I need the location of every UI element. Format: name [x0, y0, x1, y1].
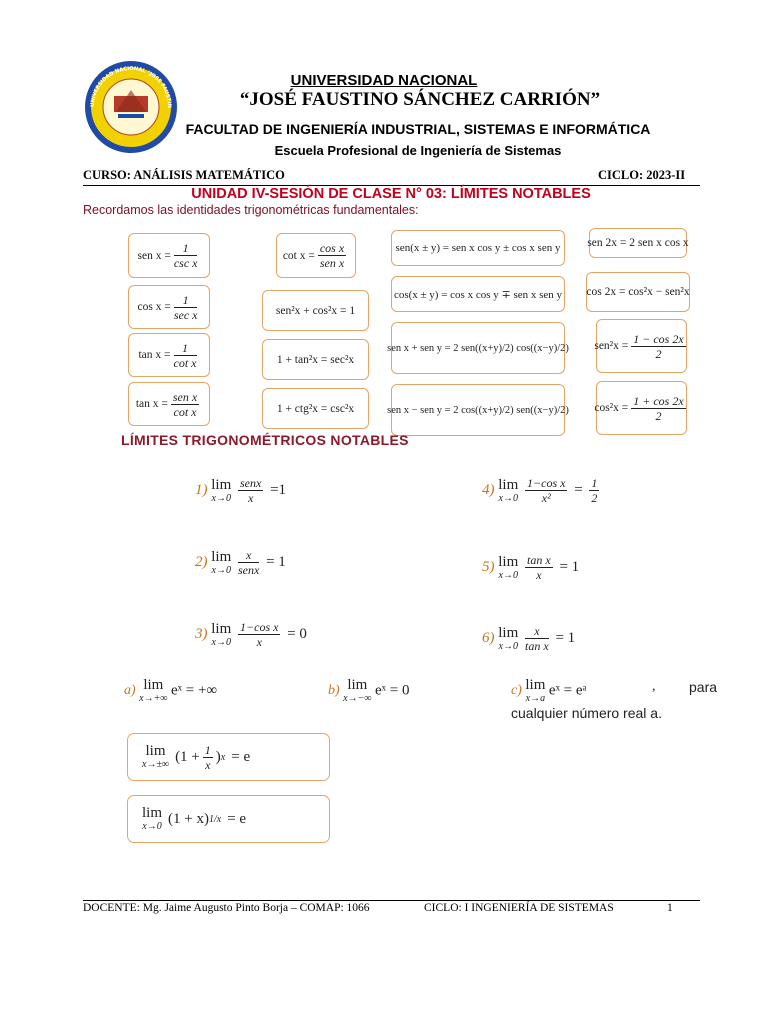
- university-name-line1: UNIVERSIDAD NACIONAL: [290, 72, 478, 89]
- intro-text: Recordamos las identidades trigonométricas fundamentales:: [83, 203, 419, 217]
- school-name: Escuela Profesional de Ingeniería de Sistemas: [274, 143, 562, 158]
- svg-text:UNIVERSIDAD NACIONAL "JOSE FAU: UNIVERSIDAD NACIONAL "JOSE FAUSTIN: [89, 65, 173, 109]
- unit-title: UNIDAD IV-SESIÓN DE CLASE N° 03: LÍMITES NOTABLES: [191, 186, 591, 202]
- exp-note-para: para: [689, 679, 718, 695]
- exp-limit-b: b) lim x→−∞ eˣ = 0: [328, 677, 410, 704]
- page-number: 1: [667, 902, 673, 914]
- identity-box: sen(x ± y) = sen x cos y ± cos x sen y: [391, 230, 565, 266]
- identity-box: cos(x ± y) = cos x cos y ∓ sen x sen y: [391, 276, 565, 312]
- limit-5: 5) lim x→0 $\frac{\text{tan x}}{x}$ = 1: [482, 553, 580, 582]
- identity-box: sen 2x = 2 sen x cos x: [589, 228, 687, 258]
- identity-box: sen x + sen y = 2 sen((x+y)/2) cos((x−y)/2): [391, 322, 565, 374]
- identity-box: cos²x = $\frac{1 + \cos 2x}{2}$: [596, 381, 687, 435]
- identity-box: cos x = $\frac{1}{\text{sec x}}$: [128, 285, 210, 329]
- identity-box: tan x = $\frac{\text{sen x}}{\text{cot x}}$: [128, 382, 210, 426]
- limit-2: 2) lim x→0 $\frac{x}{\text{senx}}$ = 1: [195, 548, 286, 577]
- exp-limit-c: c) lim x→a eˣ = eᵃ: [511, 677, 587, 704]
- identity-box: 1 + ctg²x = csc²x: [262, 388, 369, 429]
- identity-box: sen²x + cos²x = 1: [262, 290, 369, 331]
- course-name: CURSO: ANÁLISIS MATEMÁTICO: [83, 168, 285, 182]
- exp-limit-a: a) lim x→+∞ eˣ = +∞: [124, 677, 218, 704]
- course-cycle: CICLO: 2023-II: [598, 168, 686, 182]
- euler-limit-box-2: lim x→0 (1 + x) 1/x = e: [127, 795, 330, 843]
- footer-divider: [83, 900, 700, 901]
- identity-box: tan x = $\frac{1}{\text{cot x}}$: [128, 333, 210, 377]
- identity-box: sen x − sen y = 2 cos((x+y)/2) sen((x−y)/2): [391, 384, 565, 436]
- identity-box: cos 2x = cos²x − sen²x: [586, 272, 690, 312]
- limit-1: 1) lim x→0 $\frac{\text{senx}}{x}$ =1: [195, 476, 287, 505]
- footer-teacher: DOCENTE: Mg. Jaime Augusto Pinto Borja – COMAP: 1066: [83, 902, 370, 914]
- limit-3: 3) lim x→0 $\frac{\text{1−cos x}}{x}$ = 0: [195, 620, 307, 649]
- identity-box: cot x = $\frac{\text{cos x}}{\text{sen x}}$: [276, 233, 356, 278]
- limits-section-title: LÍMITES TRIGONOMÉTRICOS NOTABLES: [121, 432, 409, 448]
- limit-4: 4) lim x→0 $\frac{\text{1−cos x}}{\text{x²}}$ = $\frac{1}{2}$: [482, 476, 598, 505]
- identity-box: sen²x = $\frac{1 - \cos 2x}{2}$: [596, 319, 687, 373]
- identity-box: 1 + tan²x = sec²x: [262, 339, 369, 380]
- limit-6: 6) lim x→0 $\frac{x}{\text{tan x}}$ = 1: [482, 624, 576, 653]
- faculty-name: FACULTAD DE INGENIERÍA INDUSTRIAL, SISTEMAS E INFORMÁTICA: [185, 121, 651, 137]
- university-name-line2: “JOSÉ FAUSTINO SÁNCHEZ CARRIÓN”: [239, 89, 601, 110]
- exp-note-line2: cualquier número real a.: [511, 705, 662, 721]
- euler-limit-box-1: lim x→±∞ (1 + $\frac{1}{x}$ ) x = e: [127, 733, 330, 781]
- footer-cycle: CICLO: I INGENIERÍA DE SISTEMAS: [424, 902, 614, 914]
- identity-box: sen x = $\frac{1}{\text{csc x}}$: [128, 233, 210, 278]
- exp-note-comma: ,: [652, 679, 656, 694]
